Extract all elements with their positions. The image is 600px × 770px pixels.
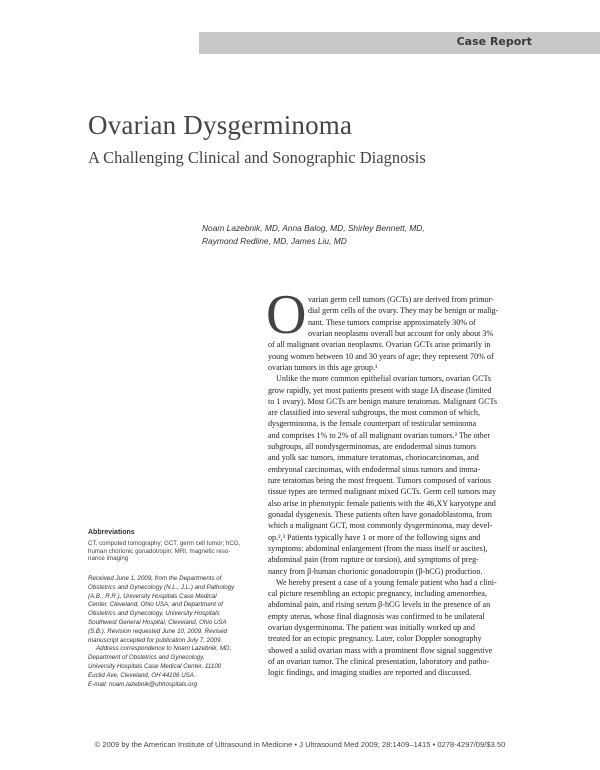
text-line: ovarian tumors in this age group.¹ — [268, 362, 378, 372]
text-line: manuscript accepted for publication July 7, 2009. — [88, 636, 223, 644]
author-line: Raymond Redline, MD, James Liu, MD — [202, 235, 347, 246]
text-line: grow rapidly, yet most patients present with stage IA disease (limited — [268, 385, 492, 395]
text-line: op.²,³ Patients typically have 1 or more of the following signs and — [268, 532, 481, 542]
text-line: also arise in phenotypic female patients with the 46,XY karyotype and — [268, 498, 496, 508]
author-list — [202, 222, 425, 247]
text-line: symptoms: abdominal enlargement (from the mass itself or ascites), — [268, 543, 488, 553]
text-line: nant. These tumors comprise approximately 30% of — [308, 317, 476, 327]
text-line: nancy from β-human chorionic gonadotropin (β-hCG) production. — [268, 566, 483, 576]
text-line: dial germ cells of the ovary. They may be benign or malig- — [308, 306, 499, 316]
text-line: ture teratomas being the most frequent. Tumors composed of various — [268, 476, 491, 485]
text-line: showed a solid ovarian mass with a prominent flow signal suggestive — [268, 645, 493, 655]
text-line: embryonal carcinomas, with endodermal sinus tumors and imma- — [268, 464, 481, 474]
text-line: Southwest General Hospital, Cleveland, Ohio USA — [88, 618, 227, 626]
text-line: to 1 ovary). Most GCTs are benign mature teratomas. Malignant GCTs — [268, 396, 498, 406]
text-line: abdominal pain (from rupture or torsion), and symptoms of preg- — [268, 555, 479, 565]
section-label: Case Report — [456, 35, 532, 48]
text-line: We hereby present a case of a young female patient who had a clini- — [276, 577, 497, 587]
text-line: logic findings, and imaging studies are reported and discussed. — [268, 668, 472, 678]
text-line: tissue types are termed malignant mixed GCTs. Germ cell tumors may — [268, 487, 497, 497]
text-line: CT, computed tomography; GCT, germ cell tumor; hCG, — [88, 540, 241, 547]
article-title: Ovarian Dysgerminoma — [88, 110, 353, 140]
text-line: cal picture resembling an ectopic pregnancy, including amenorrhea, — [268, 589, 488, 599]
text-line: Obstetrics and Gynecology (N.L., J.L.) and Pathology — [88, 583, 235, 591]
text-line: subgroups, all nondysgerminomas, are endodermal sinus tumors — [268, 442, 477, 452]
text-line: human chorionic gonadotropin; MRI, magnetic reso- — [88, 547, 231, 555]
text-line: abdominal pain, and rising serum β-hCG levels in the presence of an — [268, 600, 491, 610]
text-line: Department of Obstetrics and Gynecology, — [88, 654, 205, 662]
received-note — [88, 575, 234, 689]
text-line: are classified into several subgroups, the most common of which, — [268, 408, 480, 418]
text-line: of an ovarian tumor. The clinical presentation, laboratory and patho- — [268, 657, 490, 666]
text-line: (A.B., R.R.), University Hospitals Case Medical — [88, 592, 217, 600]
text-line: Euclid Ave, Cleveland, OH 44106 USA. — [88, 671, 196, 679]
text-line: Obstetrics and Gynecology, University Hospitals — [88, 610, 220, 618]
drop-cap: O — [266, 284, 307, 346]
author-line: Noam Lazebnik, MD, Anna Balog, MD, Shirley Bennett, MD, — [202, 223, 425, 233]
article-subtitle: A Challenging Clinical and Sonographic Diagnosis — [88, 148, 426, 167]
text-line: Received June 1, 2009, from the Departments of — [88, 575, 222, 582]
text-line: E-mail: noam.lazebnik@uhhospitals.org — [88, 680, 198, 688]
text-line: ovarian dysgerminoma. The patient was initially worked up and — [268, 623, 475, 633]
abbreviations-text — [88, 540, 240, 563]
text-line: ovarian neoplasms overall but account for only about 3% — [308, 328, 494, 338]
article-body — [268, 294, 540, 679]
text-line: nance imaging — [88, 555, 129, 563]
text-line: gonadal dysgenesis. These patients often have gonadoblastoma, from — [268, 509, 492, 519]
text-line: and yolk sac tumors, immature teratomas, choriocarcinomas, and — [268, 453, 479, 463]
text-line: University Hospitals Case Medical Center, 11100 — [88, 662, 222, 670]
text-line: treated for an ectopic pregnancy. Later, color Doppler sonography — [268, 634, 482, 644]
text-line: and comprises 1% to 2% of all malignant ovarian tumors.² The other — [268, 430, 491, 440]
text-line: of all malignant ovarian neoplasms. Ovarian GCTs arise primarily in — [268, 340, 491, 350]
text-line: (S.B.). Revision requested June 10, 2009. Revised — [88, 627, 227, 635]
text-line: varian germ cell tumors (GCTs) are derived from primor- — [308, 295, 494, 304]
page-footer: © 2009 by the American Institute of Ultrasound in Medicine • J Ultrasound Med 2009; 28:1409–1415 • 0278-4297/09/$3.50 — [94, 740, 506, 749]
text-line: dysgerminoma, is the female counterpart of testicular seminoma — [268, 419, 477, 429]
text-line: empty uterus, whose final diagnosis was confirmed to be unilateral — [268, 611, 485, 621]
text-line: Unlike the more common epithelial ovarian tumors, ovarian GCTs — [276, 374, 491, 384]
header-band — [199, 32, 600, 54]
abbreviations-heading: Abbreviations — [88, 529, 135, 536]
text-line: Address correspondence to Noam Lazebnik, MD, — [96, 645, 232, 653]
text-line: young women between 10 and 30 years of age; they represent 70% of — [268, 351, 494, 361]
text-line: Center, Cleveland, Ohio USA; and Department of — [88, 601, 223, 609]
text-line: which a malignant GCT, most commonly dysgerminoma, may devel- — [268, 521, 493, 531]
